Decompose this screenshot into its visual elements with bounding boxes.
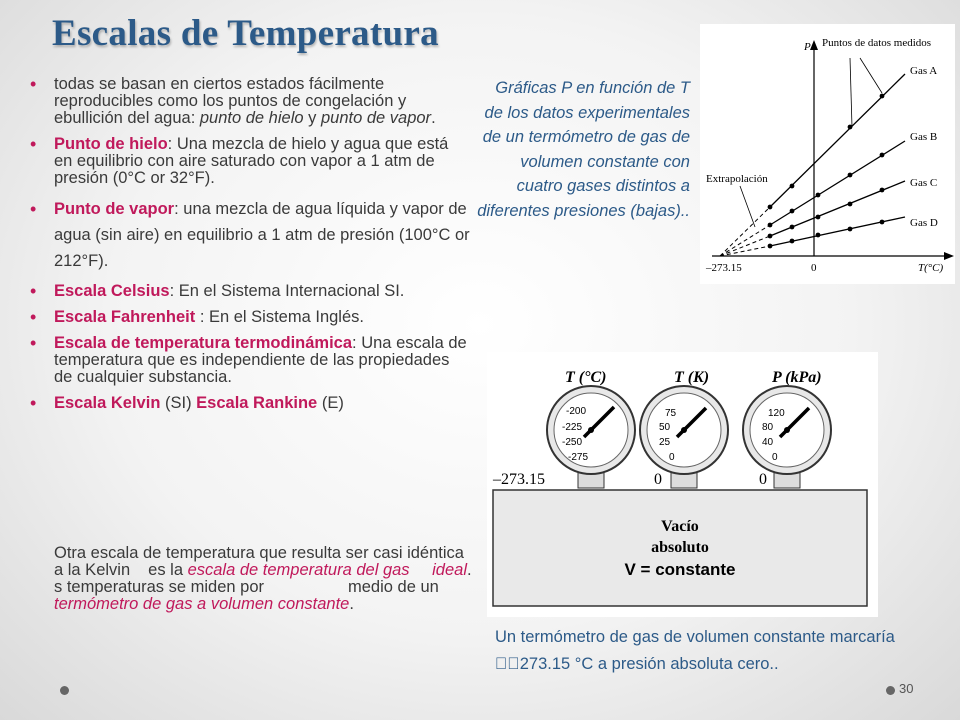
data-point (848, 125, 853, 130)
data-point (768, 244, 773, 249)
gauge-tick: -225 (562, 422, 583, 433)
data-point (816, 215, 821, 220)
p-axis-label: P (804, 41, 811, 53)
gauge-tick: 50 (659, 422, 671, 433)
celsius-reading: –273.15 (493, 471, 545, 488)
bullet-item (30, 309, 470, 326)
bullet-item (30, 196, 470, 274)
bullet-italic: punto de vapor (320, 109, 432, 127)
data-point (880, 220, 885, 225)
gas-b-label: Gas B (910, 131, 938, 143)
data-point (880, 188, 885, 193)
data-point (790, 209, 795, 214)
bullet-item (30, 136, 470, 187)
gauge-tick: 120 (768, 408, 785, 419)
paragraph-text: medio de un (348, 578, 439, 596)
paragraph-text: . (349, 595, 354, 613)
gas-a-extrapolation (720, 207, 770, 256)
bullet-term: Escala Fahrenheit (54, 308, 200, 326)
data-point (848, 173, 853, 178)
gauge-label-pressure: P (kPa) (772, 369, 822, 386)
data-point (768, 205, 773, 210)
data-point (768, 223, 773, 228)
gauge-label-kelvin: T (K) (674, 369, 710, 386)
paragraph-italic: escala de temperatura del gas (187, 561, 410, 579)
bullet-text: (E) (317, 394, 344, 412)
gauge-celsius (547, 386, 635, 488)
bullet-text: (SI) (160, 394, 197, 412)
gas-d-label: Gas D (910, 217, 938, 229)
callout-line (860, 58, 882, 93)
paragraph-italic: ideal (432, 561, 468, 579)
bullet-text: : Una mezcla de hielo y agua que está en equilibrio con aire saturado con vapor a 1 atm de presión (0°C or 32°F). (54, 135, 449, 187)
bullet-item (30, 283, 470, 300)
data-point (816, 233, 821, 238)
gauge-tick: 75 (665, 408, 677, 419)
bullet-term: Punto de hielo (54, 135, 168, 153)
callout-text: Puntos de datos medidos (822, 37, 932, 49)
gas-c-extrapolation (720, 236, 770, 256)
data-point (790, 225, 795, 230)
slide-title: Escalas de Temperatura (52, 13, 439, 54)
data-point (768, 234, 773, 239)
pressure-temperature-graph (700, 24, 955, 284)
gauge-tick: 0 (669, 452, 675, 463)
x-axis-arrow (944, 252, 954, 260)
gas-thermometer-diagram (487, 352, 878, 617)
extrapolation-pointer (740, 186, 755, 227)
pressure-reading: 0 (759, 471, 767, 488)
page-number: 30 (899, 681, 914, 696)
p-axis-arrow (810, 40, 818, 50)
extrapolation-label: Extrapolación (706, 173, 768, 185)
bullet-text: todas se basan en ciertos estados fácilmente reproducibles como los puntos de congelación y ebullición del agua: (54, 75, 407, 127)
graph-caption: Gráficas P en función de T de los datos experimentales de un termómetro de gas de volumen constante con cuatro gases distintos a diferentes presiones (bajas).. (477, 79, 690, 220)
paragraph-text: Otra escala de temperatura que resulta ser casi idéntica a la Kelvin (54, 544, 464, 579)
footer-dot-right (886, 686, 895, 695)
gauge-pressure (743, 386, 831, 488)
bullet-term: Escala de temperatura termodinámica (54, 334, 353, 352)
gauge-label-celsius: T (°C) (565, 369, 607, 386)
gauge-tick: 80 (762, 422, 774, 433)
vacuum-label: Vacío (661, 518, 699, 535)
gauge-hub (588, 427, 594, 433)
bullet-item (30, 395, 470, 412)
bullet-term: Escala Kelvin (54, 394, 161, 412)
callout-label (822, 37, 931, 49)
data-point (880, 153, 885, 158)
bullet-item (30, 335, 470, 386)
bullet-term: Punto de vapor (54, 200, 175, 218)
bullet-text: : una mezcla de agua líquida y vapor de agua (sin aire) en equilibrio a 1 atm de presión (100°C or 212°F). (54, 200, 470, 270)
bullet-list (30, 76, 470, 421)
gauge-hub (681, 427, 687, 433)
gauge-hub (784, 427, 790, 433)
paragraph-italic: termómetro de gas a volumen constante (54, 595, 350, 613)
gauge-tick: -275 (568, 452, 589, 463)
gauges-caption: Un termómetro de gas de volumen constante marcaría   273.15 °C a presión absoluta cero.. (495, 628, 895, 673)
gauge-tick: 40 (762, 437, 774, 448)
callout-line (850, 58, 852, 127)
paragraph-text: es la (148, 561, 188, 579)
bullet-term: Escala Rankine (196, 394, 318, 412)
data-point (880, 94, 885, 99)
data-point (848, 202, 853, 207)
gas-b-extrapolation (720, 225, 770, 256)
absolute-label: absoluto (651, 539, 709, 556)
bullet-italic: punto de hielo (199, 109, 304, 127)
data-point (790, 239, 795, 244)
kelvin-paragraph (54, 545, 474, 613)
footer-dot-left (60, 686, 69, 695)
data-point (790, 184, 795, 189)
x-tick-absolute-zero: –273.15 (706, 262, 742, 274)
bullet-text: . (431, 109, 436, 127)
data-point (848, 227, 853, 232)
bullet-text: : En el Sistema Inglés. (199, 308, 364, 326)
bullet-text: : Una escala de temperatura que es independiente de las propiedades de cualquier substancia. (54, 334, 467, 386)
bullet-term: Escala Celsius (54, 282, 170, 300)
x-tick-zero: 0 (811, 262, 817, 274)
gauge-tick: -200 (566, 406, 587, 417)
x-axis-label: T(°C) (918, 262, 944, 274)
gas-a-label: Gas A (910, 65, 938, 77)
gauge-tick: -250 (562, 437, 583, 448)
gauge-tick: 0 (772, 452, 778, 463)
constant-volume-label: V = constante (624, 560, 736, 579)
gas-c-label: Gas C (910, 177, 938, 189)
paragraph-text: . s temperaturas se miden por (54, 561, 472, 596)
bullet-text: : En el Sistema Internacional SI. (169, 282, 405, 300)
kelvin-reading: 0 (654, 471, 662, 488)
gauge-tick: 25 (659, 437, 671, 448)
bullet-item (30, 76, 470, 127)
bullet-text: y (303, 109, 321, 127)
data-point (816, 193, 821, 198)
